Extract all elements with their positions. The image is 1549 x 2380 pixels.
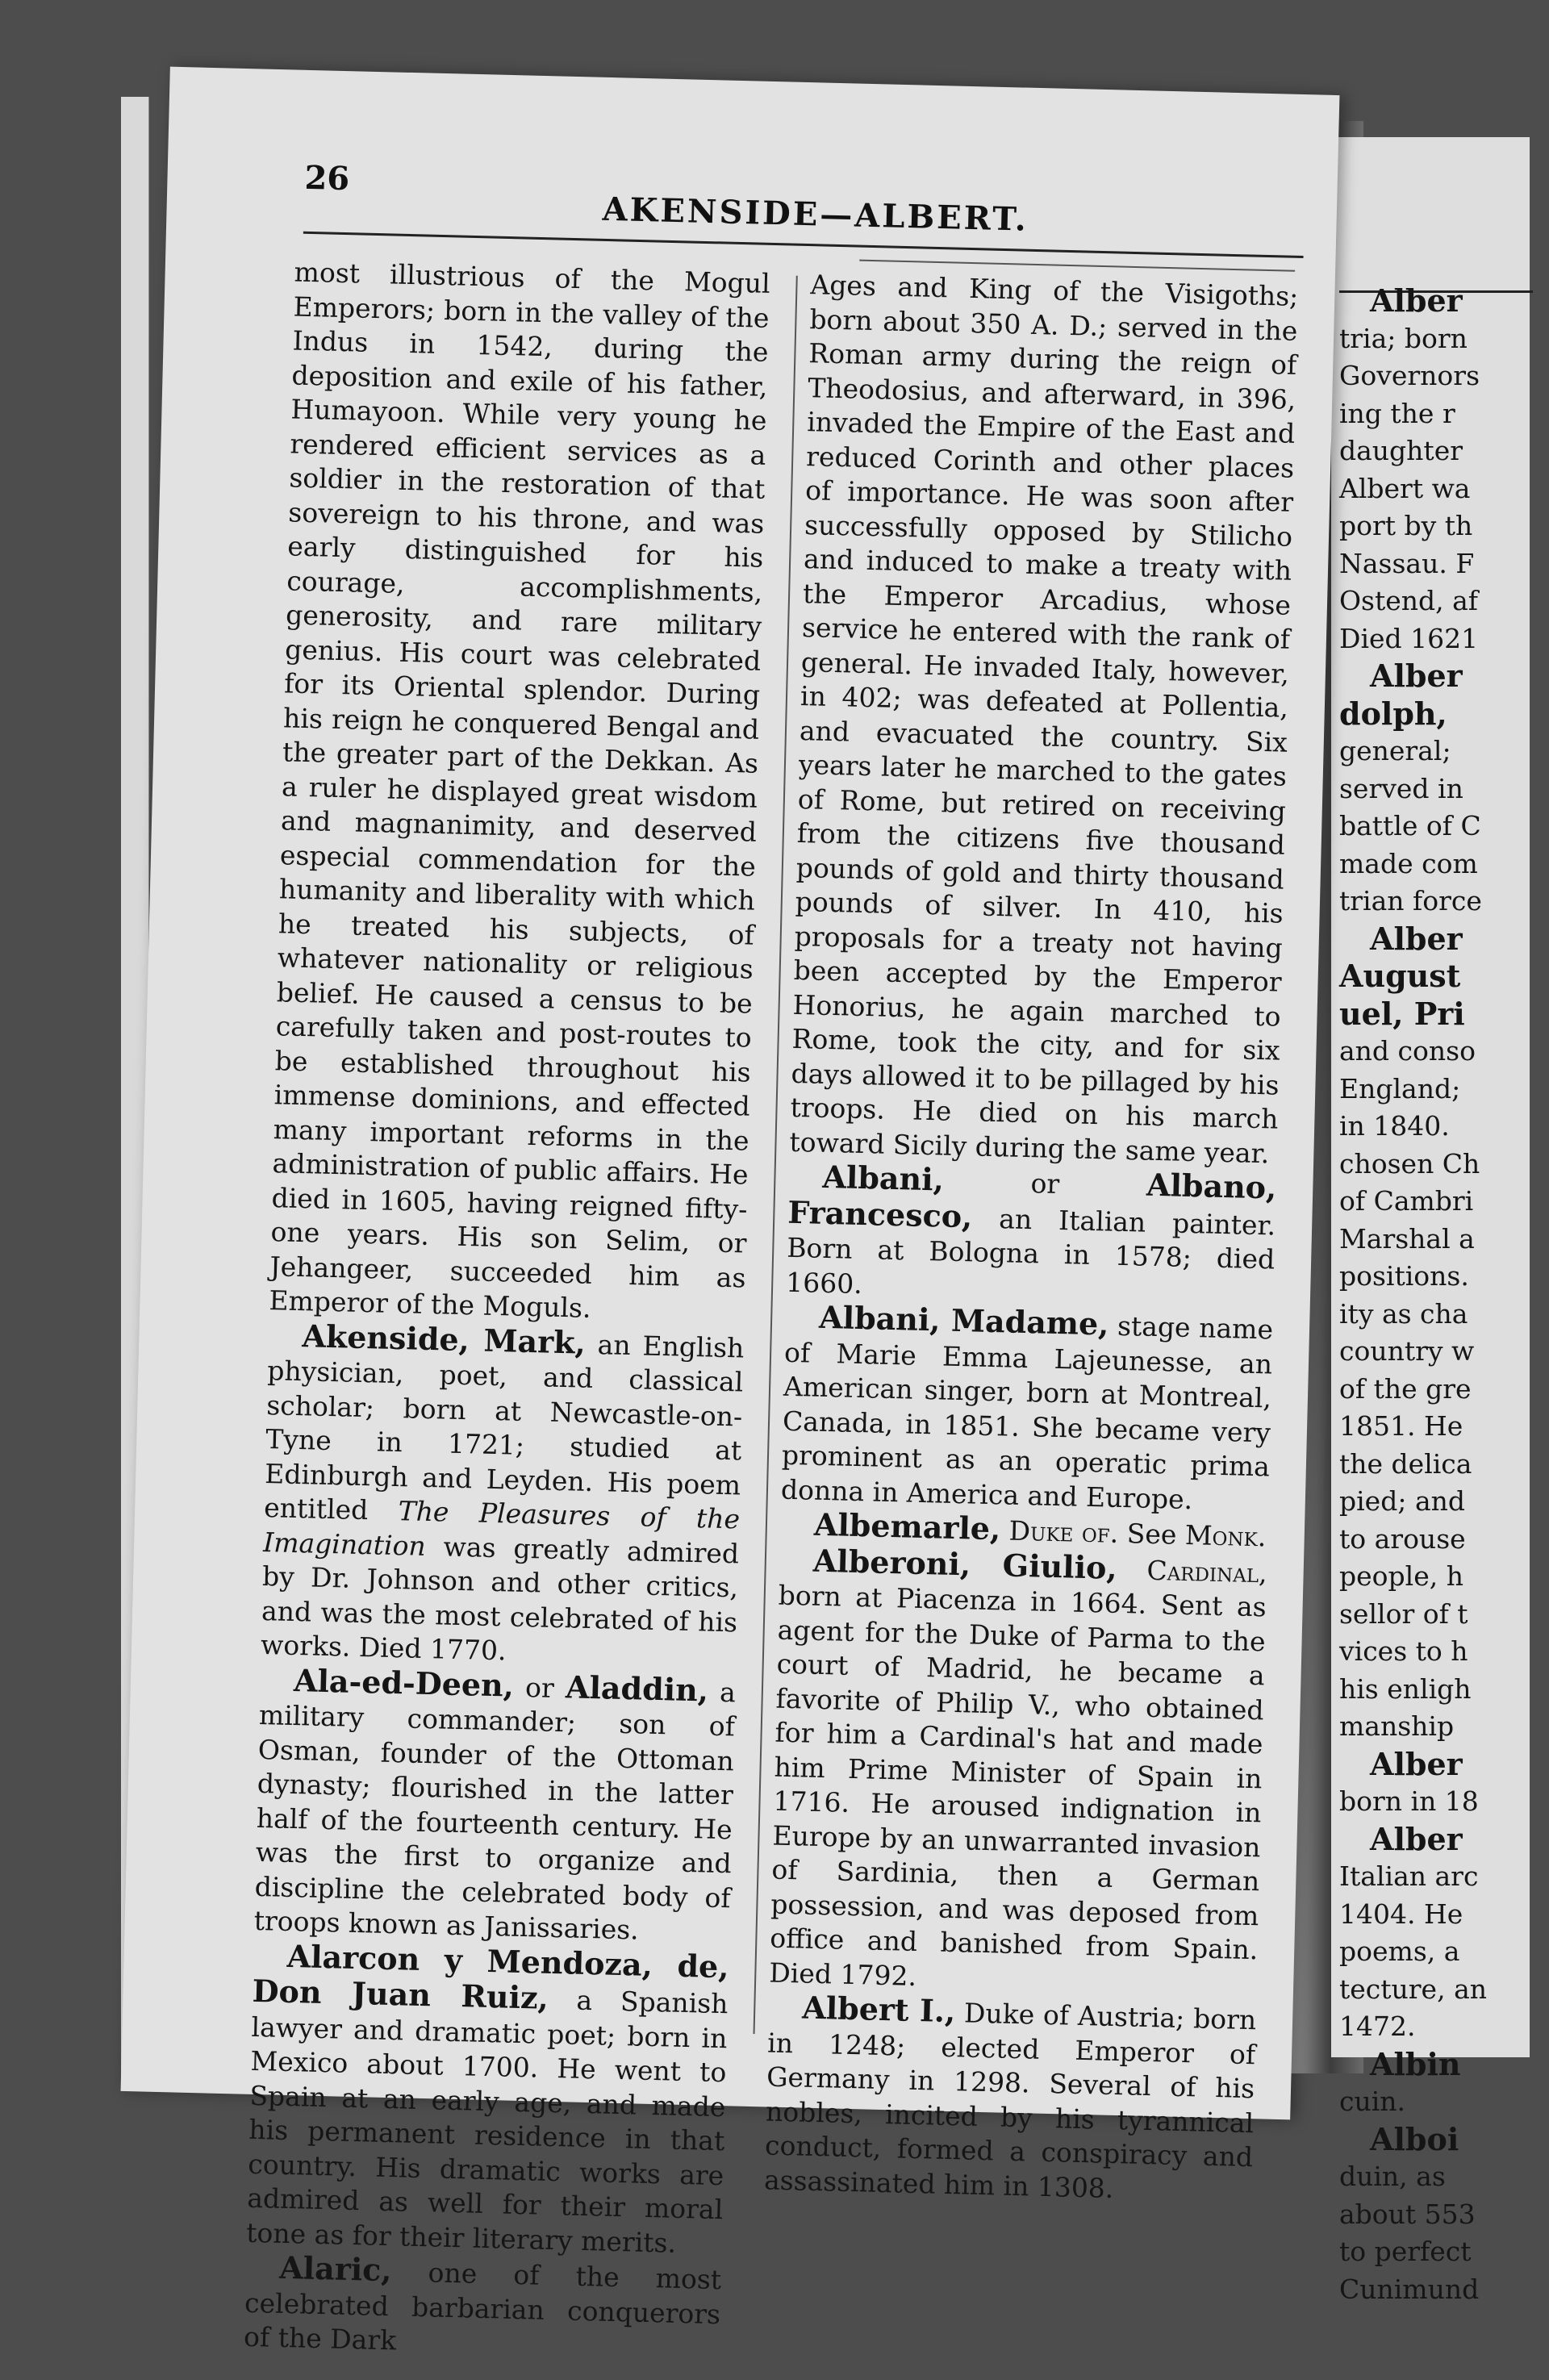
facing-line: his enligh (1339, 1672, 1472, 1705)
entry-headword: Akenside, Mark, (301, 1317, 587, 1361)
entry-text: or (943, 1165, 1147, 1202)
dictionary-entry (261, 1318, 745, 1674)
facing-line: poems, a (1339, 1935, 1460, 1967)
facing-line: battle of C (1339, 810, 1481, 841)
entry-text: most illustrious of the Mogul Emperors; born in the valley of the Indus in 1542, during the deposition and exile of his father, Humayoon. While very young he rendered efficient services as a soldier in the restoration of that sovereign to his throne, and was early distinguished for his courage, accomplishments, generosity, and rare military genius. His court was celebrated for its Oriental splendor. During his reign he conquered Bengal and the greater part of the Dekkan. As a ruler he displayed great wisdom and magnanimity, and deserved especial commendation for the humanity and liberality with which he treated his subjects, of whatever nationality or religious belief. He caused a census to be carefully taken and post-routes to be established throughout his immense dominions, and effected many important reforms in the administration of public affairs. He died in 1605, having reigned fifty-one years. His son Selim, or Jehangeer, succeeded him as Emperor of the Moguls. (269, 256, 771, 1324)
facing-line: sellor of t (1339, 1597, 1468, 1630)
facing-line: manship (1339, 1710, 1455, 1742)
facing-line: of Cambri (1339, 1185, 1474, 1217)
entry-headword: Alarcon y Mendoza, de, Don Juan Ruiz, (252, 1937, 730, 2016)
dictionary-entry (786, 1159, 1277, 1312)
facing-line: Marshal a (1339, 1222, 1475, 1255)
entry-text: an English physician, poet, and classical scholar; born at Newcastle-on-Tyne in 1721; studied at Edinburgh and Leyden. His poem entitled (263, 1328, 745, 1527)
header-rule (303, 232, 1304, 258)
facing-line: vices to h (1339, 1635, 1468, 1667)
facing-line: general; (1339, 735, 1451, 766)
facing-line: served in (1339, 772, 1463, 804)
entry-text: Ages and King of the Visigoths; born about 350 A. D.; served in the Roman army during the reign of Theodosius, and afterward, in 396, invaded the Empire of the East and reduced Corinth and other places of importance. He was soon after successfully opposed by Stilicho and induced to make a treaty with the Emperor Arcadius, whose service he entered with the rank of general. He invaded Italy, however, in 402; was defeated at Pollentia, and evacuated the country. Six years later he marched to the gates of Rome, but retired on receiving from the citizens five thousand pounds of gold and thirty thousand pounds of silver. In 410, his proposals for a treaty not having been accepted by the Emperor Honorius, he again marched to Rome, took the city, and for six days allowed it to be pillaged by his troops. He died on his march toward Sicily during the same year. (789, 269, 1299, 1169)
entry-continuation (789, 268, 1299, 1171)
facing-headword: Alber (1370, 658, 1463, 694)
entry-continuation (269, 256, 770, 1330)
entry-headword: Albani, (821, 1158, 945, 1198)
entry-headword: Alberoni, Giulio, (812, 1542, 1118, 1586)
facing-line: of the gre (1339, 1372, 1472, 1405)
facing-headword: uel, Pri (1339, 995, 1465, 1032)
entry-headword: Albemarle, (813, 1505, 1001, 1547)
entry-text: See (1117, 1517, 1186, 1551)
right-column (764, 268, 1299, 2209)
facing-line: made com (1339, 847, 1478, 879)
entry-text: born at Piacenza in 1664. Sent as agent for the Duke of Parma to the court of Madrid, he became a favorite of Philip V., who obtained for him a Cardinal's hat and made him Prime Minister of Spain in 1716. He aroused indignation in Europe by an unwarranted invasion of Sardinia, then a German possession, and was deposed from office and banished from Spain. Died 1792. (768, 1579, 1267, 1992)
entry-work-title: The Pleasures of the Imagination (262, 1495, 741, 1562)
entry-cross-reference: Monk. (1184, 1518, 1267, 1553)
page-number: 26 (303, 158, 350, 198)
facing-line: 1404. He (1339, 1898, 1463, 1930)
facing-line: Nassau. F (1339, 547, 1475, 579)
facing-line: chosen Ch (1339, 1147, 1480, 1180)
facing-line: in 1840. (1339, 1110, 1450, 1142)
running-head: AKENSIDE—ALBERT. (602, 190, 1029, 239)
facing-line: Albert wa (1339, 472, 1471, 504)
facing-line: ity as cha (1339, 1297, 1468, 1330)
facing-line: people, h (1339, 1560, 1463, 1592)
entry-text: was greatly admired by Dr. Johnson and other critics, and was the most celebrated of his works. Died 1770. (260, 1530, 740, 1667)
entry-headword: Ala-ed-Deen, (293, 1661, 515, 1704)
entry-text: Duke of Austria; born in 1248; elected Emperor of Germany in 1298. Several of his nobles, incited by his tyrannical conduct, formed a conspiracy and assassinated him in 1308. (763, 1997, 1257, 2204)
dictionary-entry (253, 1662, 736, 1949)
entry-text: an Italian painter. Born at Bologna in 1578; died 1660. (785, 1201, 1276, 1300)
facing-line: Died 1621 (1339, 622, 1479, 654)
facing-line: to arouse (1339, 1522, 1466, 1555)
facing-headword: Alber (1370, 1745, 1463, 1782)
dictionary-entry (769, 1543, 1267, 2002)
facing-line: positions. (1339, 1260, 1469, 1292)
facing-page (1331, 137, 1530, 2305)
entry-text: or (513, 1671, 566, 1704)
facing-line: Governors (1339, 360, 1480, 391)
entry-title: Cardinal, (1117, 1553, 1268, 1589)
facing-line: about 553 (1339, 2198, 1476, 2230)
facing-line: duin, as (1339, 2161, 1446, 2192)
facing-line: the delica (1339, 1447, 1472, 1480)
entry-headword: Albani, Madame, (818, 1298, 1110, 1342)
facing-line: ing the r (1339, 397, 1455, 429)
entry-text: a Spanish lawyer and dramatic poet; born in Mexico about 1700. He went to Spain at an early age, and made his permanent residence in that country. His dramatic works are admired as well for their moral tone as for their literary merits. (245, 1983, 729, 2259)
facing-headword: Alber (1370, 920, 1463, 957)
facing-line: pied; and (1339, 1485, 1465, 1517)
facing-headword: August (1339, 958, 1461, 994)
dictionary-entry (780, 1300, 1273, 1519)
facing-line: port by th (1339, 510, 1473, 541)
dictionary-entry (244, 2250, 722, 2366)
facing-line: Italian arc (1339, 1860, 1479, 1892)
facing-line: trian force (1339, 885, 1482, 917)
facing-line: Cunimund (1339, 2273, 1480, 2305)
facing-line: cuin. (1339, 2086, 1406, 2117)
facing-line: Ostend, af (1339, 585, 1479, 616)
facing-line: country w (1339, 1335, 1475, 1367)
facing-line: born in 18 (1339, 1785, 1479, 1817)
dictionary-entry (764, 1990, 1257, 2210)
entry-headword: Albano, Francesco, (787, 1166, 1277, 1234)
facing-headword: Alber (1370, 282, 1463, 319)
entry-headword: Albert I., (801, 1989, 956, 2030)
left-column (244, 256, 770, 2366)
entry-text: stage name of Marie Emma Lajeunesse, an American singer, born at Montreal, Canada, in 1851. She became very prominent as an operatic prima donna in America and Europe. (780, 1309, 1274, 1515)
facing-line: daughter (1339, 435, 1463, 466)
facing-line: England; (1339, 1072, 1461, 1104)
entry-title: Duke of. (1000, 1514, 1119, 1549)
facing-line: tecture, an (1339, 1973, 1487, 2005)
column-top-rule (859, 260, 1295, 272)
facing-line: 1472. (1339, 2010, 1416, 2042)
facing-page-column (1339, 282, 1549, 2308)
facing-headword: dolph, (1339, 695, 1447, 732)
dictionary-entry (246, 1938, 729, 2261)
entry-text: a military commander; son of Osman, founder of the Ottoman dynasty; flourished in the latter half of the fourteenth century. He was the first to organize and discipline the celebrated body of troops known as Janissaries. (253, 1676, 737, 1946)
facing-line: to perfect (1339, 2236, 1472, 2267)
entry-headword: Aladdin, (565, 1668, 709, 1709)
facing-headword: Albin (1370, 2045, 1461, 2082)
facing-line: 1851. He (1339, 1410, 1463, 1442)
facing-headword: Alber (1370, 1820, 1463, 1857)
facing-line: and conso (1339, 1035, 1476, 1067)
entry-headword: Alaric, (278, 2248, 393, 2289)
facing-headword: Alboi (1370, 2120, 1459, 2157)
entry-text: one of the most celebrated barbarian conquerors of the Dark (243, 2256, 722, 2357)
facing-line: tria; born (1339, 322, 1468, 354)
dictionary-page (121, 67, 1340, 2357)
